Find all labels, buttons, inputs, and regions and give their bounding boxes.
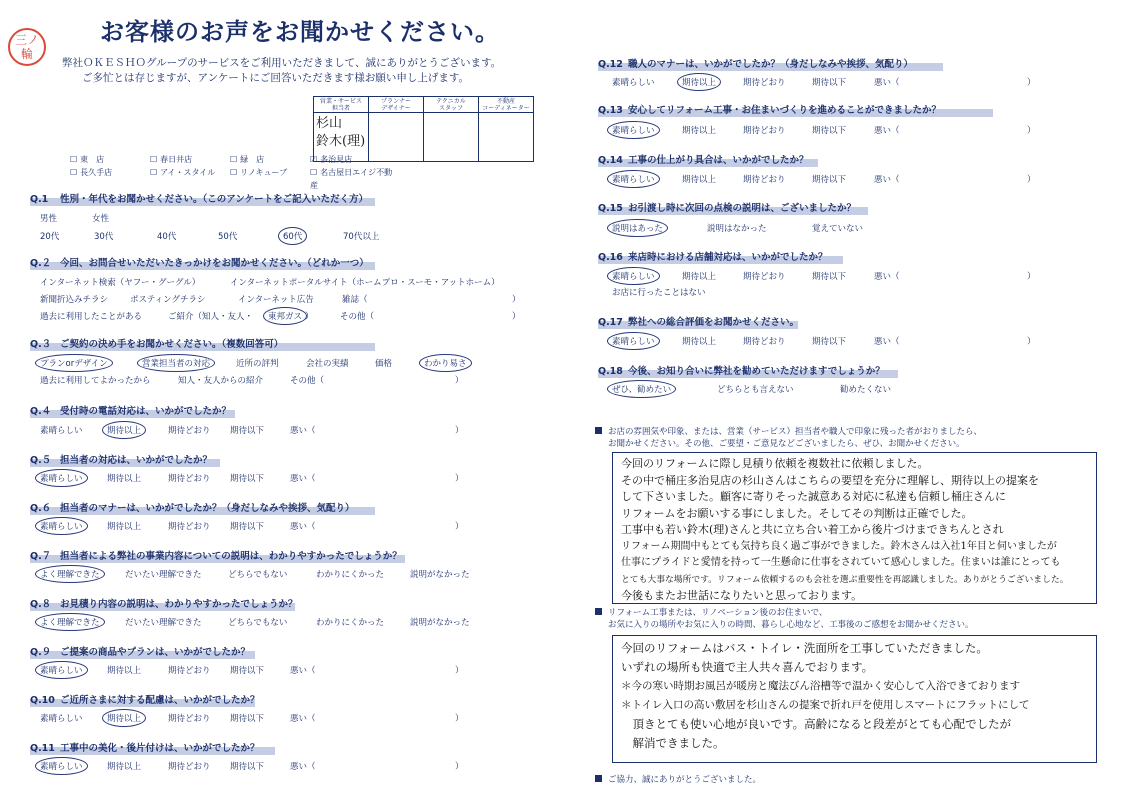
paren-close: ） [455,714,464,724]
option[interactable]: お店に行ったことはない [612,288,706,298]
option-selected[interactable]: 期待以上 [677,73,721,91]
option[interactable]: その他（ [340,312,375,322]
option[interactable]: どちらとも言えない [717,385,794,395]
option[interactable]: 悪い（ [874,78,900,88]
option[interactable]: 価格 [375,359,393,369]
option-selected[interactable]: 期待以上 [102,709,146,727]
option[interactable]: 説明がなかった [410,618,470,628]
option[interactable]: 期待以下 [230,666,265,676]
question-16: Q.16 来店時における店舗対応は、いかがでしたか？ [598,252,828,263]
staff-sales-names: 杉山 鈴木(理) [314,113,369,162]
paren-close: ） [512,295,521,305]
option[interactable]: 悪い（ [874,272,900,282]
option[interactable]: 期待どおり [743,78,786,88]
paren-close: ） [455,666,464,676]
option-selected[interactable]: 説明はあった [607,219,668,237]
option[interactable]: 50代 [218,232,238,242]
option[interactable]: 素晴らしい [40,426,83,436]
option[interactable]: 期待どおり [168,762,211,772]
option-selected[interactable]: 素晴らしい [35,517,88,535]
question-17: Q.17 弊社への総合評価をお聞かせください。 [598,317,800,328]
option[interactable]: 悪い（ [874,175,900,185]
option[interactable]: 期待どおり [168,522,211,532]
option[interactable]: 期待以下 [230,426,265,436]
option[interactable]: 期待以下 [230,474,265,484]
option[interactable]: 過去に利用してよかったから [40,376,151,386]
paren-close: ） [455,376,464,386]
option[interactable]: だいたい理解できた [125,570,202,580]
option-selected[interactable]: 素晴らしい [35,469,88,487]
store-option[interactable]: ☐ 長久手店 [70,166,150,192]
paren-close: ） [455,522,464,532]
option[interactable]: 期待以上 [682,337,717,347]
store-option[interactable]: ☐ 春日井店 [150,153,230,166]
paren-close: ） [512,312,521,322]
paren-close: ） [305,312,314,322]
store-option[interactable]: ☐ 東 店 [70,153,150,166]
option[interactable]: 説明はなかった [707,224,767,234]
option[interactable]: 期待どおり [743,126,786,136]
option[interactable]: 30代 [94,232,114,242]
staff-header-tech: テクニカル スタッフ [424,97,479,113]
store-option[interactable]: ☐ 名古屋日エイジ不動産 [310,166,400,192]
option[interactable]: 期待以下 [812,175,847,185]
option[interactable]: 期待以下 [812,337,847,347]
staff-tech-cell [424,113,479,162]
option[interactable]: 期待以下 [230,762,265,772]
section-marker-icon [595,775,602,782]
question-9: Q.９ ご提案の商品やプランは、いかがでしたか？ [30,647,251,658]
option[interactable]: インターネット検索（ヤフー・グーグル） [40,278,201,288]
question-5: Q.５ 担当者の対応は、いかがでしたか？ [30,455,213,466]
option[interactable]: 雑誌（ [342,295,368,305]
question-8: Q.８ お見積り内容の説明は、わかりやすかったでしょうか？ [30,599,298,610]
option[interactable]: だいたい理解できた [125,618,202,628]
question-18: Q.18 今後、お知り合いに弊社を勧めていただけますでしょうか？ [598,366,885,377]
paren-close: ） [1027,126,1036,136]
option-selected[interactable]: 営業担当者の対応 [137,354,215,372]
question-14: Q.14 工事の仕上がり具合は、いかがでしたか？ [598,155,809,166]
option[interactable]: 40代 [157,232,177,242]
question-4: Q.４ 受付時の電話対応は、いかがでしたか？ [30,406,232,417]
option[interactable]: 悪い（ [290,666,316,676]
option[interactable]: ご紹介（知人・友人・ [168,312,254,322]
option[interactable]: ポスティングチラシ [130,295,206,305]
paren-close: ） [1027,78,1036,88]
option[interactable]: わかりにくかった [316,570,385,580]
option-selected[interactable]: 東邦ガス [263,307,307,325]
option-selected[interactable]: プランorデザイン [35,354,113,372]
paren-close: ） [1027,272,1036,282]
option[interactable]: 近所の評判 [236,359,279,369]
page-title: お客様のお声をお聞かせください。 [100,18,500,46]
question-7: Q.７ 担当者による弊社の事業内容についての説明は、わかりやすかったでしょうか？ [30,551,402,562]
option[interactable]: 期待以上 [107,522,142,532]
question-15: Q.15 お引渡し時に次回の点検の説明は、ございましたか？ [598,203,857,214]
option[interactable]: 期待どおり [168,426,211,436]
paren-close: ） [1027,175,1036,185]
option[interactable]: 悪い（ [874,126,900,136]
staff-header-sales: 営業・サービス 担当者 [314,97,369,113]
question-3: Q.３ ご契約の決め手をお聞かせください。（複数回答可） [30,339,284,350]
option[interactable]: 期待どおり [743,175,786,185]
option[interactable]: 期待どおり [743,337,786,347]
option[interactable]: 期待以上 [682,126,717,136]
option[interactable]: 悪い（ [290,522,316,532]
question-6: Q.６ 担当者のマナーは、いかがでしたか？（身だしなみや挨拶、気配り） [30,503,355,514]
option[interactable]: 期待以下 [812,126,847,136]
option-selected[interactable]: わかり易さ [419,354,472,372]
option[interactable]: 期待どおり [168,714,211,724]
option[interactable]: その他（ [290,376,325,386]
option[interactable]: 素晴らしい [40,714,83,724]
option[interactable]: 期待以上 [682,175,717,185]
option[interactable]: 悪い（ [290,474,316,484]
option-selected[interactable]: 60代 [278,227,307,245]
option-selected[interactable]: 素晴らしい [607,121,660,139]
option-selected[interactable]: 素晴らしい [35,757,88,775]
staff-realestate-cell [479,113,534,162]
option[interactable]: 期待以上 [107,762,142,772]
comment-section-2-prompt: リフォーム工事または、リノベーション後のお住まいで、 お気に入りの場所やお気に入りの時間、暮らし心地など、工事後のご感想をお聞かせください。 [595,607,974,631]
option-selected[interactable]: よく理解できた [35,565,105,583]
option-selected[interactable]: 素晴らしい [607,170,660,188]
intro-text: 弊社ＯＫＥＳＨＯグループのサービスをご利用いただきまして、誠にありがとうございます。 ご多忙とは存じますが、アンケートにご回答いただきます様お願い申し上げます。 [62,57,502,84]
option[interactable]: どちらでもない [228,570,288,580]
paren-close: ） [455,474,464,484]
option[interactable]: 期待どおり [168,474,211,484]
option-selected[interactable]: 素晴らしい [35,661,88,679]
option-selected[interactable]: 素晴らしい [607,332,660,350]
option[interactable]: 素晴らしい [612,78,655,88]
option[interactable]: インターネットポータルサイト（ホームプロ・スーモ・アットホーム） [230,278,500,288]
paren-close: ） [1027,337,1036,347]
staff-header-planner: プランナー デザイナー [369,97,424,113]
option-selected[interactable]: よく理解できた [35,613,105,631]
store-option[interactable]: ☐ アイ・スタイル [150,166,230,192]
question-2: Q.２ 今回、お問合せいただいたきっかけをお聞かせください。（どれか一つ） [30,258,369,269]
option[interactable]: わかりにくかった [316,618,385,628]
paren-close: ） [455,762,464,772]
option[interactable]: 期待以下 [812,272,847,282]
question-1: Q.1 性別・年代をお聞かせください。（このアンケートをご記入いただく方） [30,194,369,205]
question-10: Q.10 ご近所さまに対する配慮は、いかがでしたか？ [30,695,260,706]
option[interactable]: 過去に利用したことがある [40,312,143,322]
option[interactable]: 期待どおり [168,666,211,676]
paren-close: ） [455,426,464,436]
store-option[interactable]: ☐ リノキューブ [230,166,310,192]
option-selected[interactable]: 素晴らしい [607,267,660,285]
seal-stamp: 三ノ輪 [8,28,46,66]
option[interactable]: 女性 [92,214,110,224]
store-checklist [70,153,400,192]
option[interactable]: 期待以上 [682,272,717,282]
option-selected[interactable]: ぜひ、勧めたい [607,380,676,398]
section-marker-icon [595,427,602,434]
option[interactable]: 覚えていない [812,224,864,234]
question-11: Q.11 工事中の美化・後片付けは、いかがでしたか？ [30,743,260,754]
option[interactable]: 悪い（ [874,337,900,347]
option[interactable]: 悪い（ [290,426,316,436]
option[interactable]: 期待以下 [230,714,265,724]
comment-box-2[interactable]: 今回のリフォームはバス・トイレ・洗面所を工事していただきました。 いずれの場所も快適で主人共々喜んでおります。 ＊今の寒い時期お風呂が暖房と魔法びん浴槽等で温かく安心して入浴できております ＊トイレ入口の高い敷居を杉山さんの提案で折れ戸を使用しスマートにフラットにして 頂きとても使い心地が良いです。高齢になると段差がとても心配でしたが 解消できました。 [612,635,1097,763]
option[interactable]: 勧めたくない [840,385,892,395]
option[interactable]: 期待どおり [743,272,786,282]
option[interactable]: 期待以下 [230,522,265,532]
option[interactable]: 期待以上 [107,666,142,676]
question-12: Q.12 職人のマナーは、いかがでしたか？（身だしなみや挨拶、気配り） [598,59,914,70]
question-13: Q.13 安心してリフォーム工事・お住まいづくりを進めることができましたか？ [598,105,942,116]
thanks-text: ご協力、誠にありがとうございました。 [595,773,761,785]
comment-section-1-prompt: お店の雰囲気や印象、または、営業（サービス）担当者や職人で印象に残った者がおりましたら、 お聞かせください。その他、ご要望・ご意見などございましたら、ぜひ、お聞かせください。 [595,426,982,450]
option[interactable]: 知人・友人からの紹介 [178,376,264,386]
store-option[interactable]: ☐ 緑 店 [230,153,310,166]
option[interactable]: インターネット広告 [238,295,314,305]
staff-header-realestate: 不動産 コーディネーター [479,97,534,113]
option[interactable]: 説明がなかった [410,570,470,580]
option[interactable]: 70代以上 [343,232,380,242]
section-marker-icon [595,608,602,615]
option[interactable]: 男性 [40,214,58,224]
option[interactable]: 悪い（ [290,714,316,724]
option[interactable]: どちらでもない [228,618,288,628]
option[interactable]: 期待以上 [107,474,142,484]
option[interactable]: 悪い（ [290,762,316,772]
option[interactable]: 新聞折込みチラシ [40,295,109,305]
option[interactable]: 20代 [40,232,60,242]
option-selected[interactable]: 期待以上 [102,421,146,439]
option[interactable]: 期待以下 [812,78,847,88]
option[interactable]: 会社の実績 [306,359,349,369]
store-option-selected[interactable]: ☑ 多治見店 [310,153,390,166]
comment-box-1[interactable]: 今回のリフォームに際し見積り依頼を複数社に依頼しました。 その中で桶庄多治見店の杉山さんはこちらの要望を充分に理解し、期待以上の提案を して下さいました。顧客に寄りそった誠意ある対応に私達も信頼し桶庄さんに リフォームをお願いする事にしました。そしてその判断は正確でした。 工事中も若い鈴木(理)さんと共に立ち合い着工から後片づけまできちんとされ リフォーム期間中もとても気持ち良く過ご事ができました。鈴木さんは入社1年目と伺いましたが 仕事にプライドと愛情を持って一生懸命に仕事をされていて感心しました。住まいは誰にとっても とても大事な場所です。リフォーム依頼するのも会社を選ぶ重要性を再認識しました。ありがとうございました。 今後もまたお世話になりたいと思っております。 [612,452,1097,604]
